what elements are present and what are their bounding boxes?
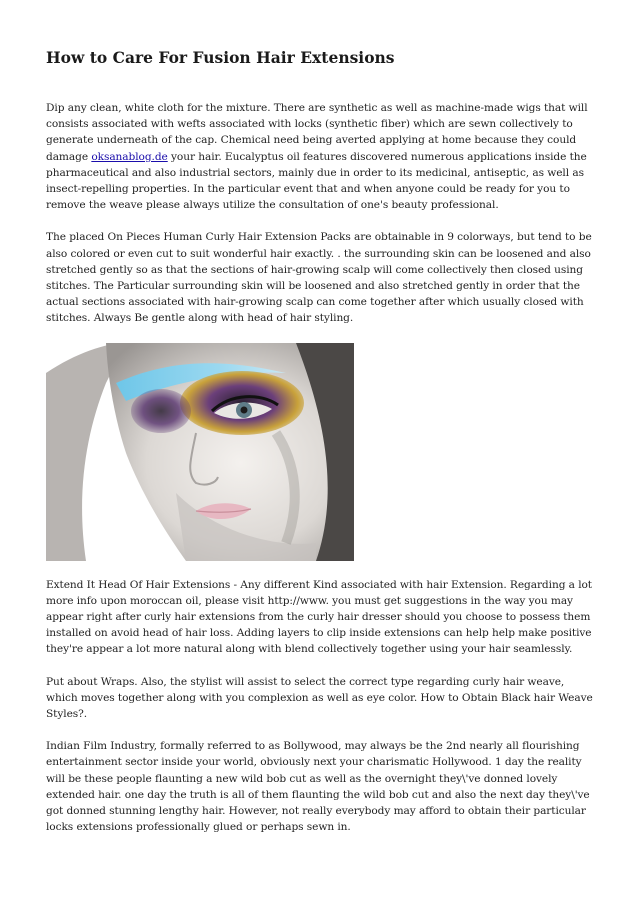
article-title: How to Care For Fusion Hair Extensions [46, 48, 395, 67]
paragraph-5: Indian Film Industry, formally referred to as Bollywood, may always be the 2nd nearly all flourishing entertainment sector inside your world, obviously next your charismatic Hollywood. 1 day the reality will be these people flaunting a new wild bob cut as well as the overnight they\'ve donned lovely extended hair. one day the truth is all of them flaunting the wild bob cut and also the next day they\'ve got donned stunning lengthy hair. However, not really everybody may afford to obtain their particular locks extensions professionally glued or perhaps sewn in. [46, 740, 590, 834]
paragraph-1 [46, 100, 596, 213]
article [46, 48, 596, 851]
paragraph-4: Put about Wraps. Also, the stylist will assist to select the correct type regarding curly hair weave, which moves together along with you complexion as well as eye color. How to Obtain Black hair Weave Styles?. [46, 675, 593, 721]
paragraph-2: The placed On Pieces Human Curly Hair Extension Packs are obtainable in 9 colorways, but tend to be also colored or even cut to suit wonderful hair exactly. . the surrounding skin can be loosened and also stretched gently so as that the sections of hair-growing scalp will come collectively then closed using stitches. The Particular surrounding skin will be loosened and also stretched gently in order that the actual sections associated with hair-growing scalp can come together after which usually closed with stitches. Always Be gentle along with head of hair styling. [46, 231, 592, 325]
makeup-face-photo [46, 343, 354, 561]
paragraph-3: Extend It Head Of Hair Extensions - Any different Kind associated with hair Extension. Regarding a lot more info upon moroccan oil, please visit http://www. you must get suggestions in the way you may appear right after curly hair extensions from the curly hair dresser should you choose to possess them installed on avoid head of hair loss. Adding layers to clip inside extensions can help help make positive they're appear a lot more natural along with blend collectively together using your hair seamlessly. [46, 578, 592, 656]
paragraph-1-text-end: your hair. Eucalyptus oil features discovered numerous applications inside the pharmaceutical and also industrial sectors, mainly due in order to its medicinal, antiseptic, as well as insect-repelling properties. In the particular event that and when anyone could be ready for you to remove the weave please always utilize the consultation of one's beauty professional. [46, 150, 587, 212]
makeup-face-illustration [46, 343, 354, 561]
paragraph-1-text-start: Dip any clean, white cloth for the mixture. There are synthetic as well as machine-made wigs that will consists associated with wefts associated with locks (synthetic fiber) which are sewn collectively to generate underneath of the cap. Chemical need being averted applying at home because they could damage [46, 102, 588, 163]
oksanablog-link[interactable]: oksanablog.de [91, 150, 168, 163]
